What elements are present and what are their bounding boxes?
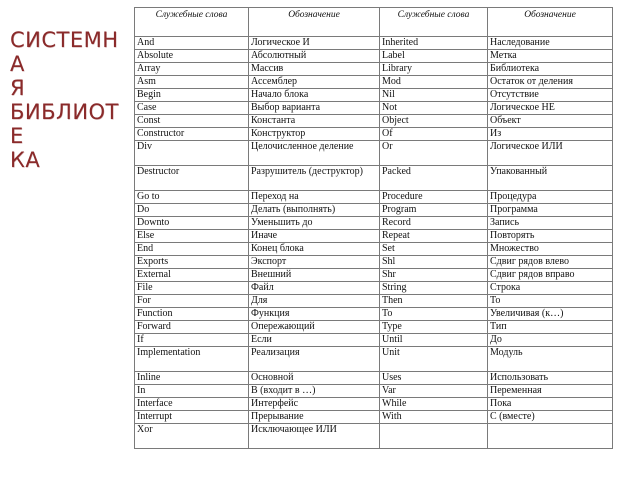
meaning-cell: Если	[249, 334, 380, 347]
table-row	[135, 141, 613, 166]
keywords-table	[134, 7, 613, 449]
keyword-cell	[380, 424, 488, 449]
table-row	[135, 372, 613, 385]
meaning-cell: Сдвиг рядов вправо	[488, 269, 613, 282]
keyword-cell: Nil	[380, 89, 488, 102]
keyword-cell: Begin	[135, 89, 249, 102]
meaning-cell: Модуль	[488, 347, 613, 372]
meaning-cell: Библиотека	[488, 63, 613, 76]
meaning-cell: С (вместе)	[488, 411, 613, 424]
keyword-cell: Type	[380, 321, 488, 334]
keyword-cell: Implementation	[135, 347, 249, 372]
meaning-cell: Массив	[249, 63, 380, 76]
keyword-cell: Until	[380, 334, 488, 347]
meaning-cell: Файл	[249, 282, 380, 295]
keyword-cell: Label	[380, 50, 488, 63]
meaning-cell: Упакованный	[488, 166, 613, 191]
meaning-cell: Переменная	[488, 385, 613, 398]
keyword-cell: File	[135, 282, 249, 295]
table-row	[135, 308, 613, 321]
meaning-cell: Функция	[249, 308, 380, 321]
header-keyword-2: Служебные слова	[380, 8, 488, 37]
meaning-cell: Опережающий	[249, 321, 380, 334]
table-row	[135, 385, 613, 398]
keyword-cell: Mod	[380, 76, 488, 89]
keyword-cell: Function	[135, 308, 249, 321]
keyword-cell: Procedure	[380, 191, 488, 204]
keyword-cell: Var	[380, 385, 488, 398]
keyword-cell: Shl	[380, 256, 488, 269]
keyword-cell: External	[135, 269, 249, 282]
keyword-cell: In	[135, 385, 249, 398]
header-meaning-2: Обозначение	[488, 8, 613, 37]
table-row	[135, 334, 613, 347]
keyword-cell: Program	[380, 204, 488, 217]
meaning-cell: Множество	[488, 243, 613, 256]
meaning-cell: До	[488, 334, 613, 347]
meaning-cell: Остаток от деления	[488, 76, 613, 89]
meaning-cell: Увеличивая (к…)	[488, 308, 613, 321]
keyword-cell: Go to	[135, 191, 249, 204]
slide-title	[10, 28, 132, 172]
meaning-cell: Прерывание	[249, 411, 380, 424]
keyword-cell: Then	[380, 295, 488, 308]
meaning-cell: Процедура	[488, 191, 613, 204]
meaning-cell: Реализация	[249, 347, 380, 372]
meaning-cell: Метка	[488, 50, 613, 63]
table-row	[135, 102, 613, 115]
meaning-cell: Переход на	[249, 191, 380, 204]
slide-title-line: КА	[10, 148, 41, 173]
meaning-cell: Тип	[488, 321, 613, 334]
table-row	[135, 243, 613, 256]
keyword-cell: Else	[135, 230, 249, 243]
header-meaning-1: Обозначение	[249, 8, 380, 37]
keyword-cell: Of	[380, 128, 488, 141]
table-row	[135, 230, 613, 243]
table-row	[135, 89, 613, 102]
meaning-cell: Ассемблер	[249, 76, 380, 89]
keyword-cell: Library	[380, 63, 488, 76]
keyword-cell: Constructor	[135, 128, 249, 141]
keyword-cell: And	[135, 37, 249, 50]
meaning-cell: Объект	[488, 115, 613, 128]
keyword-cell: Shr	[380, 269, 488, 282]
keyword-cell: Do	[135, 204, 249, 217]
table-row	[135, 115, 613, 128]
keyword-cell: Xor	[135, 424, 249, 449]
table-row	[135, 398, 613, 411]
meaning-cell: То	[488, 295, 613, 308]
keyword-cell: Record	[380, 217, 488, 230]
meaning-cell: Иначе	[249, 230, 380, 243]
meaning-cell: Пока	[488, 398, 613, 411]
meaning-cell: Конструктор	[249, 128, 380, 141]
meaning-cell: В (входит в …)	[249, 385, 380, 398]
keyword-cell: Repeat	[380, 230, 488, 243]
meaning-cell: Повторять	[488, 230, 613, 243]
keyword-cell: Or	[380, 141, 488, 166]
meaning-cell: Исключающее ИЛИ	[249, 424, 380, 449]
meaning-cell: Интерфейс	[249, 398, 380, 411]
keyword-cell: Uses	[380, 372, 488, 385]
table-row	[135, 424, 613, 449]
keyword-cell: With	[380, 411, 488, 424]
keyword-cell: Inline	[135, 372, 249, 385]
keyword-cell: While	[380, 398, 488, 411]
meaning-cell: Делать (выполнять)	[249, 204, 380, 217]
meaning-cell: Экспорт	[249, 256, 380, 269]
table-row	[135, 76, 613, 89]
meaning-cell: Начало блока	[249, 89, 380, 102]
meaning-cell: Отсутствие	[488, 89, 613, 102]
keyword-cell: Object	[380, 115, 488, 128]
meaning-cell: Логическое НЕ	[488, 102, 613, 115]
keyword-cell: String	[380, 282, 488, 295]
keyword-cell: Set	[380, 243, 488, 256]
slide-title-line: Я	[10, 76, 26, 101]
meaning-cell: Внешний	[249, 269, 380, 282]
keyword-cell: To	[380, 308, 488, 321]
meaning-cell: Использовать	[488, 372, 613, 385]
meaning-cell: Уменьшить до	[249, 217, 380, 230]
table-row	[135, 166, 613, 191]
table-row	[135, 282, 613, 295]
keyword-cell: Absolute	[135, 50, 249, 63]
meaning-cell: Запись	[488, 217, 613, 230]
table-row	[135, 411, 613, 424]
keyword-cell: If	[135, 334, 249, 347]
table-row	[135, 347, 613, 372]
keyword-cell: Array	[135, 63, 249, 76]
table-row	[135, 191, 613, 204]
table-row	[135, 256, 613, 269]
keyword-cell: End	[135, 243, 249, 256]
meaning-cell: Логическое ИЛИ	[488, 141, 613, 166]
keyword-cell: Inherited	[380, 37, 488, 50]
meaning-cell: Из	[488, 128, 613, 141]
table-row	[135, 128, 613, 141]
keyword-cell: Div	[135, 141, 249, 166]
keyword-cell: Unit	[380, 347, 488, 372]
meaning-cell: Строка	[488, 282, 613, 295]
keyword-cell: Case	[135, 102, 249, 115]
header-keyword-1: Служебные слова	[135, 8, 249, 37]
keyword-cell: Packed	[380, 166, 488, 191]
meaning-cell: Целочисленное деление	[249, 141, 380, 166]
slide-title-line: СИСТЕМНА	[10, 28, 119, 77]
meaning-cell: Сдвиг рядов влево	[488, 256, 613, 269]
keyword-cell: Interrupt	[135, 411, 249, 424]
table-row	[135, 204, 613, 217]
table-row	[135, 295, 613, 308]
table-row	[135, 37, 613, 50]
keyword-cell: Asm	[135, 76, 249, 89]
table-row	[135, 321, 613, 334]
keywords-table-body	[135, 37, 613, 449]
meaning-cell: Выбор варианта	[249, 102, 380, 115]
keyword-cell: Exports	[135, 256, 249, 269]
keyword-cell: Not	[380, 102, 488, 115]
keyword-cell: Interface	[135, 398, 249, 411]
table-row	[135, 50, 613, 63]
table-header-row	[135, 8, 613, 37]
keyword-cell: Const	[135, 115, 249, 128]
meaning-cell: Основной	[249, 372, 380, 385]
meaning-cell: Наследование	[488, 37, 613, 50]
meaning-cell: Абсолютный	[249, 50, 380, 63]
keyword-cell: Downto	[135, 217, 249, 230]
meaning-cell: Для	[249, 295, 380, 308]
meaning-cell: Логическое И	[249, 37, 380, 50]
table-row	[135, 63, 613, 76]
meaning-cell: Программа	[488, 204, 613, 217]
table-row	[135, 269, 613, 282]
meaning-cell: Конец блока	[249, 243, 380, 256]
slide-title-line: БИБЛИОТЕ	[10, 100, 119, 149]
keyword-cell: Forward	[135, 321, 249, 334]
table-row	[135, 217, 613, 230]
meaning-cell	[488, 424, 613, 449]
meaning-cell: Разрушитель (деструктор)	[249, 166, 380, 191]
meaning-cell: Константа	[249, 115, 380, 128]
keyword-cell: For	[135, 295, 249, 308]
keyword-cell: Destructor	[135, 166, 249, 191]
